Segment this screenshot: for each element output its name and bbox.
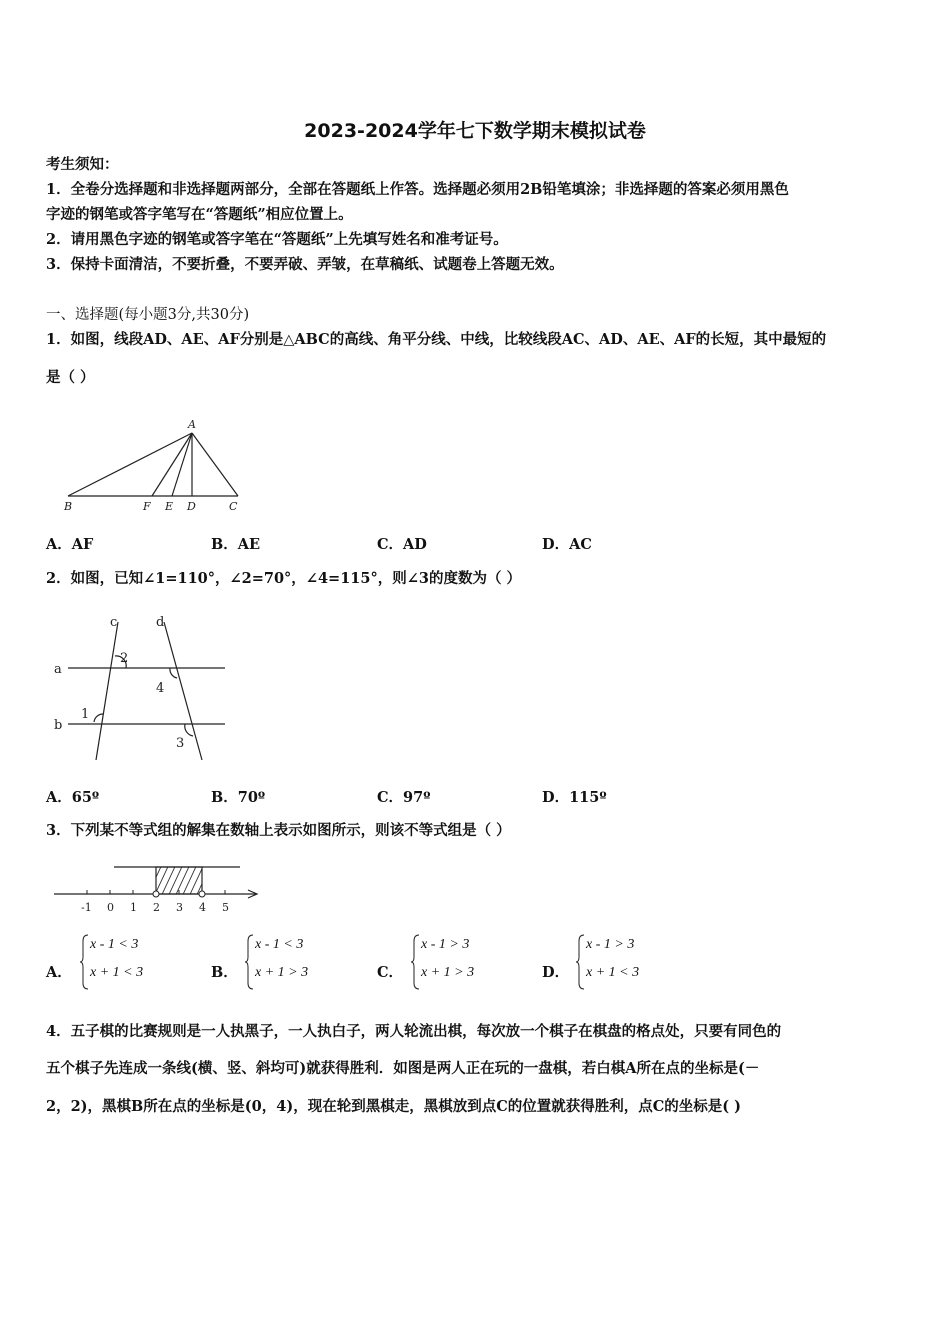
q3-option-b-system[interactable] xyxy=(245,933,335,991)
q4-stem-line-2: 五个棋子先连成一条线(横、竖、斜均可)就获得胜利．如图是两人正在玩的一盘棋，若白棋A所在点的坐标是(－ xyxy=(46,1060,760,1077)
notice-item-1-line-2: 字迹的钢笔或答字笔写在“答题纸”相应位置上。 xyxy=(46,206,353,223)
q3-option-d-inequality-1: x - 1 > 3 xyxy=(586,937,635,952)
q2-option-c[interactable]: C．97º xyxy=(377,789,431,806)
q3-option-b-inequality-2: x + 1 > 3 xyxy=(255,965,309,980)
q1-option-c[interactable]: C．AD xyxy=(377,536,427,553)
q3-number-line-figure xyxy=(50,858,265,920)
label-c: C xyxy=(229,500,238,513)
q3-option-b-label[interactable]: B． xyxy=(211,964,238,981)
axis-tick-label: -1 xyxy=(81,901,92,914)
q3-option-a-label[interactable]: A． xyxy=(46,964,72,981)
axis-tick-label: 4 xyxy=(199,901,206,914)
line-c xyxy=(96,622,118,760)
q3-option-a-system[interactable] xyxy=(80,933,170,991)
q1-stem-line-1: 1．如图，线段AD、AE、AF分别是△ABC的高线、角平分线、中线，比较线段AC、AD、AE、AF的长短，其中最短的 xyxy=(46,331,827,348)
q2-stem: 2．如图，已知∠1=110°，∠2=70°，∠4=115°，则∠3的度数为（ ） xyxy=(46,570,522,587)
q3-option-c-inequality-2: x + 1 > 3 xyxy=(421,965,475,980)
q4-stem-line-1: 4．五子棋的比赛规则是一人执黑子，一人执白子，两人轮流出棋，每次放一个棋子在棋盘的格点处，只要有同色的 xyxy=(46,1023,782,1040)
segment-ae xyxy=(172,433,192,496)
q3-option-c-inequality-1: x - 1 > 3 xyxy=(421,937,470,952)
q3-option-a-inequality-1: x - 1 < 3 xyxy=(90,937,139,952)
label-b: B xyxy=(64,500,73,513)
q2-option-a[interactable]: A．65º xyxy=(46,789,100,806)
q3-option-b-inequality-1: x - 1 < 3 xyxy=(255,937,304,952)
q3-stem: 3．下列某不等式组的解集在数轴上表示如图所示，则该不等式组是（ ） xyxy=(46,822,511,839)
q1-triangle-figure xyxy=(55,412,255,516)
q1-option-b[interactable]: B．AE xyxy=(211,536,261,553)
page-title: 2023-2024学年七下数学期末模拟试卷 xyxy=(304,120,646,142)
q3-option-a-inequality-2: x + 1 < 3 xyxy=(90,965,144,980)
label-angle-2: 2 xyxy=(120,651,129,666)
notice-heading: 考生须知： xyxy=(46,156,119,173)
label-angle-3: 3 xyxy=(176,736,185,751)
q2-parallel-lines-figure xyxy=(50,610,235,770)
axis-tick-label: 5 xyxy=(222,901,229,914)
axis-tick-label: 1 xyxy=(130,901,137,914)
segment-ab xyxy=(68,433,192,496)
q3-option-d-system[interactable] xyxy=(576,933,666,991)
label-f: F xyxy=(143,500,151,513)
axis-tick-label: 2 xyxy=(153,901,160,914)
segment-af xyxy=(152,433,192,496)
q2-option-d[interactable]: D．115º xyxy=(542,789,607,806)
q2-option-b[interactable]: B．70º xyxy=(211,789,266,806)
axis-tick-label: 3 xyxy=(176,901,183,914)
label-d: D xyxy=(187,500,196,513)
axis-tick-label: 0 xyxy=(107,901,114,914)
solution-bracket xyxy=(156,867,202,894)
q1-option-a[interactable]: A．AF xyxy=(46,536,94,553)
notice-item-2: 2．请用黑色字迹的钢笔或答字笔在“答题纸”上先填写姓名和准考证号。 xyxy=(46,231,508,248)
q3-option-c-label[interactable]: C． xyxy=(377,964,404,981)
label-a: A xyxy=(188,418,196,431)
open-point-right xyxy=(199,891,205,897)
q1-stem-line-2: 是（ ） xyxy=(46,369,95,386)
segment-ac xyxy=(192,433,238,496)
label-a: a xyxy=(54,662,62,677)
q3-option-c-system[interactable] xyxy=(411,933,501,991)
q3-option-d-label[interactable]: D． xyxy=(542,964,570,981)
notice-item-3: 3．保持卡面清洁，不要折叠，不要弄破、弄皱，在草稿纸、试题卷上答题无效。 xyxy=(46,256,564,273)
arc-angle-4 xyxy=(170,668,177,678)
q1-option-d[interactable]: D．AC xyxy=(542,536,592,553)
label-d: d xyxy=(156,615,165,630)
label-angle-4: 4 xyxy=(156,681,165,696)
q3-option-d-inequality-2: x + 1 < 3 xyxy=(586,965,640,980)
label-e: E xyxy=(165,500,174,513)
arc-angle-3 xyxy=(185,724,193,736)
notice-item-1-line-1: 1．全卷分选择题和非选择题两部分，全部在答题纸上作答。选择题必须用2B铅笔填涂；非选择题的答案必须用黑色 xyxy=(46,181,789,198)
label-c: c xyxy=(110,615,118,630)
open-point-left xyxy=(153,891,159,897)
label-b: b xyxy=(54,718,63,733)
q4-stem-line-3: 2，2)，黑棋B所在点的坐标是(0，4)，现在轮到黑棋走，黑棋放到点C的位置就获得胜利，点C的坐标是( ) xyxy=(46,1098,742,1115)
label-angle-1: 1 xyxy=(81,707,90,722)
section-heading: 一、选择题(每小题3分,共30分) xyxy=(46,307,250,323)
